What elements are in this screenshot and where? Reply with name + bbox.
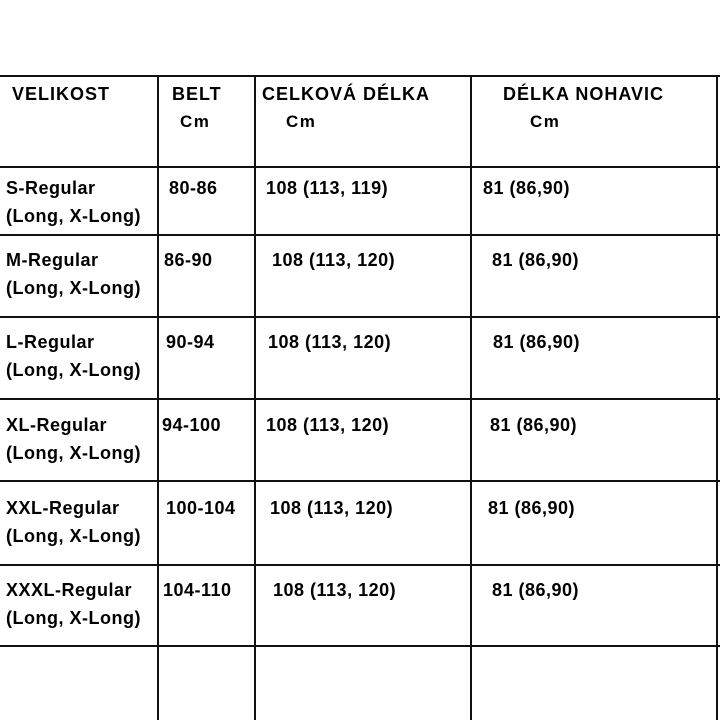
row-leg-length: 81 (86,90) [483,178,571,198]
column-divider [157,75,159,720]
column-divider [470,75,472,720]
row-variants: (Long, X-Long) [6,443,141,463]
row-divider [0,234,720,236]
size-chart-table [0,75,720,720]
row-leg-length: 81 (86,90) [488,498,576,518]
header-belt-unit: Cm [180,112,211,131]
row-belt: 104-110 [163,580,232,600]
row-total-length: 108 (113, 120) [266,415,390,435]
row-size: XXL-Regular [6,498,120,518]
header-total-length: CELKOVÁ DÉLKA [262,84,431,104]
row-total-length: 108 (113, 120) [273,580,397,600]
header-leg-length: DÉLKA NOHAVIC [503,84,664,104]
row-size: XXXL-Regular [6,580,133,600]
row-variants: (Long, X-Long) [6,206,141,226]
row-divider [0,480,720,482]
row-total-length: 108 (113, 119) [266,178,389,198]
row-belt: 100-104 [166,498,236,518]
row-total-length: 108 (113, 120) [268,332,392,352]
row-total-length: 108 (113, 120) [272,250,396,270]
row-belt: 90-94 [166,332,215,352]
row-belt: 80-86 [169,178,218,198]
header-size: VELIKOST [12,84,111,104]
row-belt: 86-90 [164,250,213,270]
row-belt: 94-100 [162,415,222,435]
column-divider [716,75,718,720]
row-leg-length: 81 (86,90) [490,415,578,435]
row-total-length: 108 (113, 120) [270,498,394,518]
row-size: M-Regular [6,250,99,270]
row-variants: (Long, X-Long) [6,360,141,380]
row-size: L-Regular [6,332,95,352]
row-leg-length: 81 (86,90) [492,250,580,270]
row-divider [0,316,720,318]
row-divider [0,645,720,647]
row-size: XL-Regular [6,415,108,435]
row-divider [0,398,720,400]
row-leg-length: 81 (86,90) [493,332,581,352]
header-leg-length-unit: Cm [530,112,561,131]
row-variants: (Long, X-Long) [6,278,141,298]
header-bottom-border [0,166,720,168]
row-divider [0,564,720,566]
row-leg-length: 81 (86,90) [492,580,580,600]
row-variants: (Long, X-Long) [6,608,141,628]
column-divider [254,75,256,720]
header-belt: BELT [172,84,222,104]
header-total-length-unit: Cm [286,112,317,131]
row-variants: (Long, X-Long) [6,526,141,546]
row-size: S-Regular [6,178,96,198]
table-top-border [0,75,720,77]
